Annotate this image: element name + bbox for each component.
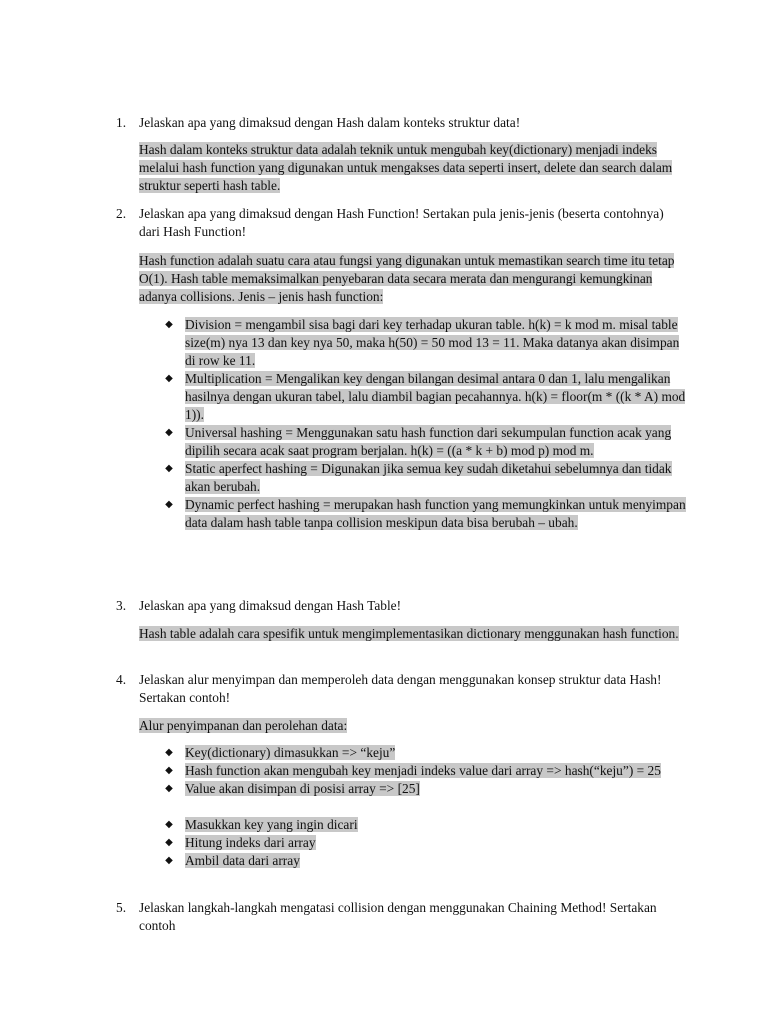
bullet-diamond-icon: ◆ (165, 499, 173, 510)
bullet-diamond-icon: ◆ (165, 819, 173, 830)
bullet-diamond-icon: ◆ (165, 463, 173, 474)
answer-3 (139, 625, 684, 643)
bullet-diamond-icon: ◆ (165, 837, 173, 848)
bullet-diamond-icon: ◆ (165, 855, 173, 866)
question-number: 4. (116, 672, 127, 687)
bullet-diamond-icon: ◆ (165, 427, 173, 438)
answer-text: Hash function adalah suatu cara atau fungsi yang digunakan untuk memastikan search time itu tetap O(1). Hash table memaksimalkan penyebaran data secara merata dan mengurangi kemungkinan adanya collisions. Jenis – jenis hash function: (139, 253, 675, 304)
list-item: ◆ Division = mengambil sisa bagi dari key terhadap ukuran table. h(k) = k mod m. misal table size(m) nya 13 dan key nya 50, maka h(50) = 50 mod 13 = 11. Maka datanya akan disimpan di row ke 11. (162, 316, 687, 370)
question-text: Jelaskan langkah-langkah mengatasi collision dengan menggunakan Chaining Method! Sertakan contoh (139, 900, 657, 933)
question-text: Jelaskan apa yang dimaksud dengan Hash Table! (139, 598, 402, 613)
bullet-diamond-icon: ◆ (165, 373, 173, 384)
hash-function-types-list (162, 316, 687, 532)
question-text: Jelaskan apa yang dimaksud dengan Hash Function! Sertakan pula jenis-jenis (beserta contohnya) dari Hash Function! (139, 206, 664, 239)
list-item: ◆ Multiplication = Mengalikan key dengan bilangan desimal antara 0 dan 1, lalu mengalikan hasilnya dengan ukuran tabel, lalu diambil bagian pecahannya. h(k) = floor(m * ((k * A) mod 1)). (162, 370, 687, 424)
answer-text: Alur penyimpanan dan perolehan data: (139, 718, 348, 733)
bullet-diamond-icon: ◆ (165, 765, 173, 776)
answer-2 (139, 252, 684, 306)
bullet-diamond-icon: ◆ (165, 319, 173, 330)
list-item: ◆ Masukkan key yang ingin dicari (162, 816, 687, 834)
question-number: 5. (116, 900, 127, 915)
list-item: ◆ Universal hashing = Menggunakan satu hash function dari sekumpulan function acak yang dipilih secara acak saat program berjalan. h(k) = ((a * k + b) mod p) mod m. (162, 424, 687, 460)
answer-text: Hash table adalah cara spesifik untuk mengimplementasikan dictionary menggunakan hash function. (139, 626, 679, 641)
list-item: ◆ Hitung indeks dari array (162, 834, 687, 852)
list-item: ◆ Value akan disimpan di posisi array => [25] (162, 780, 687, 798)
question-number: 2. (116, 206, 127, 221)
list-item: ◆ Static aperfect hashing = Digunakan jika semua key sudah diketahui sebelumnya dan tidak akan berubah. (162, 460, 687, 496)
answer-text: Hash dalam konteks struktur data adalah teknik untuk mengubah key(dictionary) menjadi indeks melalui hash function yang digunakan untuk mengakses data seperti insert, delete dan search dalam struktur seperti hash table. (139, 142, 673, 193)
list-item: ◆ Key(dictionary) dimasukkan => “keju” (162, 744, 687, 762)
list-item: ◆ Ambil data dari array (162, 852, 687, 870)
question-text: Jelaskan alur menyimpan dan memperoleh data dengan menggunakan konsep struktur data Hash! Sertakan contoh! (139, 672, 662, 705)
list-item: ◆ Dynamic perfect hashing = merupakan hash function yang memungkinkan untuk menyimpan data dalam hash table tanpa collision meskipun data bisa berubah – ubah. (162, 496, 687, 532)
bullet-diamond-icon: ◆ (165, 747, 173, 758)
answer-1 (139, 141, 684, 195)
bullet-diamond-icon: ◆ (165, 783, 173, 794)
list-spacer (162, 798, 687, 816)
list-item: ◆ Hash function akan mengubah key menjadi indeks value dari array => hash(“keju”) = 25 (162, 762, 687, 780)
question-number: 1. (116, 115, 127, 130)
question-text: Jelaskan apa yang dimaksud dengan Hash dalam konteks struktur data! (139, 115, 521, 130)
hash-flow-list (162, 744, 687, 870)
question-number: 3. (116, 598, 127, 613)
answer-4 (139, 717, 684, 735)
